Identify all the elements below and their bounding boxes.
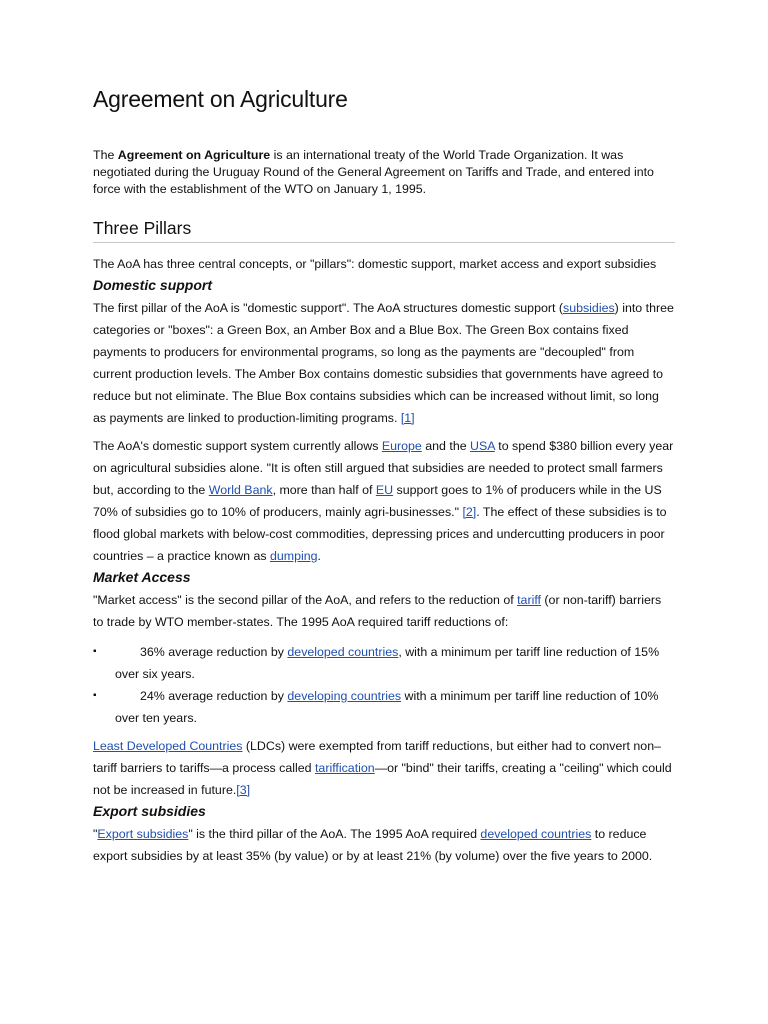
domestic-paragraph-2	[93, 435, 675, 567]
pillars-paragraph: The AoA has three central concepts, or "pillars": domestic support, market access and export subsidies	[93, 257, 657, 271]
intro-bold-term: Agreement on Agriculture	[117, 148, 271, 162]
page-title: Agreement on Agriculture	[93, 86, 348, 112]
link-dumping[interactable]: dumping	[270, 549, 318, 563]
subheading-export-subsidies: Export subsidies	[93, 803, 206, 819]
domestic-paragraph-1	[93, 297, 675, 429]
link-world-bank[interactable]: World Bank	[208, 483, 273, 497]
text-run: , more than half of	[272, 483, 376, 497]
bullet-icon: ▪	[93, 690, 97, 701]
text-run: .	[317, 549, 321, 563]
bullet-icon: ▪	[93, 646, 97, 657]
link-europe[interactable]: Europe	[381, 439, 422, 453]
intro-text: is an international treaty of the World Trade Organization. It was negotiated during the Uruguay Round of the General Agreement on Tariffs and Trade, and entered into force with the establishment of the WTO on January 1, 1995.	[93, 148, 654, 196]
text-run: "Market access" is the second pillar of the AoA, and refers to the reduction of	[93, 593, 518, 607]
section-heading-three-pillars: Three Pillars	[93, 218, 675, 243]
text-run: "	[93, 827, 98, 841]
text-run: with a minimum per tariff line reduction of 10% over ten years.	[115, 689, 659, 725]
market-paragraph-1	[93, 589, 675, 633]
text-run: " is the third pillar of the AoA. The 1995 AoA required	[188, 827, 481, 841]
list-item	[93, 685, 675, 729]
link-tariffication[interactable]: tariffication	[314, 761, 375, 775]
text-run: The AoA's domestic support system currently allows	[93, 439, 382, 453]
text-run: , with a minimum per tariff line reduction of 15% over six years.	[115, 645, 660, 681]
market-paragraph-2	[93, 735, 675, 801]
export-paragraph	[93, 823, 675, 867]
text-run: . The effect of these subsidies is to flood global markets with below-cost commodities, depressing prices and undercutting producers in poor countries – a practice known as	[93, 505, 667, 563]
link-least-developed-countries[interactable]: Least Developed Countries	[93, 739, 243, 753]
intro-paragraph	[93, 147, 675, 198]
citation-link-1[interactable]: [1]	[400, 411, 415, 425]
link-developing-countries[interactable]: developing countries	[287, 689, 402, 703]
link-developed-countries[interactable]: developed countries	[287, 645, 399, 659]
text-run: The first pillar of the AoA is "domestic support". The AoA structures domestic support (	[93, 301, 563, 315]
list-item	[93, 641, 675, 685]
link-eu[interactable]: EU	[375, 483, 394, 497]
link-tariff[interactable]: tariff	[517, 593, 541, 607]
text-run: to reduce export subsidies by at least 35% (by value) or by at least 21% (by volume) over the five years to 2000.	[93, 827, 653, 863]
subheading-market-access: Market Access	[93, 569, 191, 585]
text-run: ) into three categories or "boxes": a Green Box, an Amber Box and a Blue Box. The Green Box contains fixed payments to producers for environmental programs, so long as the payments are "decoupled" from current production levels. The Amber Box contains domestic subsidies that governments have agreed to reduce but not eliminate. The Blue Box contains subsidies which can be increased without limit, so long as payments are linked to production-limiting programs.	[93, 301, 674, 425]
text-run: (LDCs) were exempted from tariff reductions, but either had to convert non–tariff barriers to tariffs—a process called	[93, 739, 661, 775]
citation-link-2[interactable]: [2]	[462, 505, 477, 519]
link-usa[interactable]: USA	[470, 439, 495, 453]
link-export-subsidies[interactable]: Export subsidies	[97, 827, 189, 841]
tariff-reduction-list	[93, 641, 675, 729]
text-run: support goes to 1% of producers while in the US 70% of subsidies go to 10% of producers, mainly agri-businesses."	[93, 483, 662, 519]
text-run: (or non-tariff) barriers to trade by WTO member-states. The 1995 AoA required tariff reductions of:	[93, 593, 662, 629]
subheading-domestic-support: Domestic support	[93, 277, 213, 293]
text-run: and the	[421, 439, 471, 453]
text-run: —or "bind" their tariffs, creating a "ceiling" which could not be increased in future.	[93, 761, 672, 797]
text-run: 36% average reduction by	[140, 645, 288, 659]
link-subsidies[interactable]: subsidies	[563, 301, 615, 315]
text-run: to spend $380 billion every year on agricultural subsidies alone. "It is often still argued that subsidies are needed to protect small farmers but, according to the	[93, 439, 674, 497]
text-run: 24% average reduction by	[140, 689, 288, 703]
citation-link-3[interactable]: [3]	[236, 783, 251, 797]
link-developed-countries[interactable]: developed countries	[480, 827, 592, 841]
intro-text: The	[93, 148, 118, 162]
